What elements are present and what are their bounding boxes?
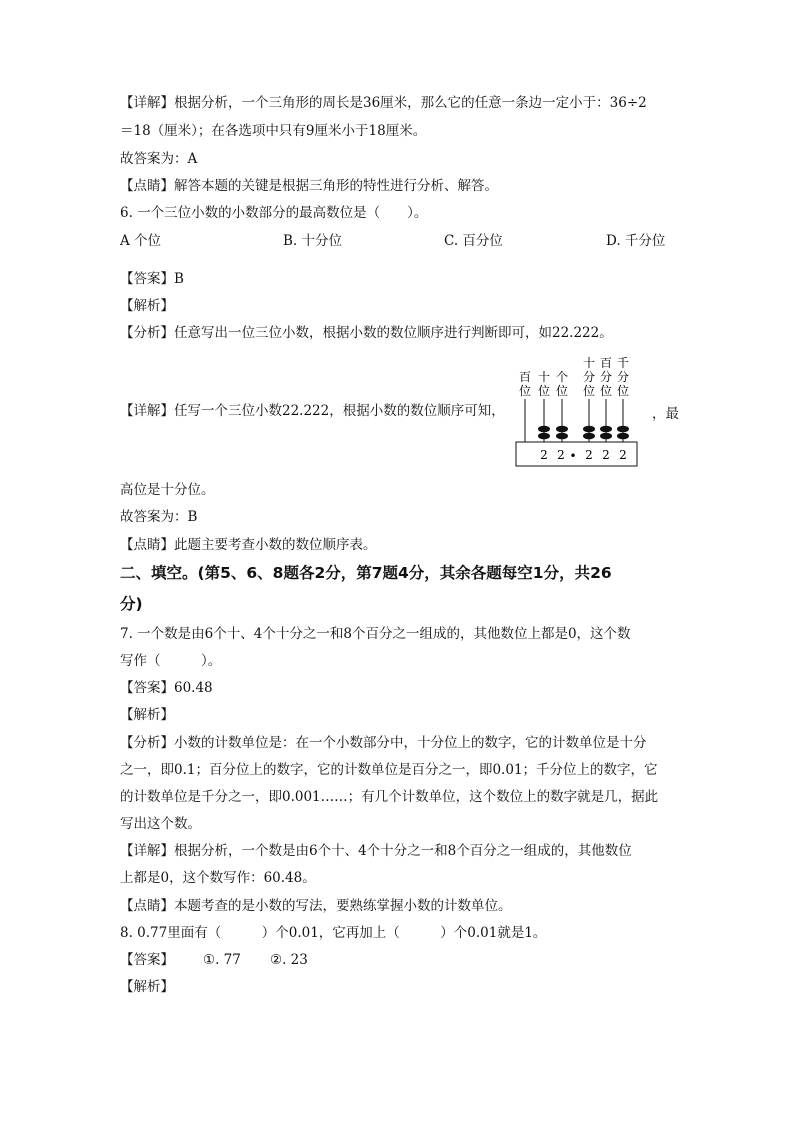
digit: 2: [557, 448, 565, 462]
place-label-hundreds: 位: [518, 384, 532, 398]
abacus-diagram: [515, 352, 639, 468]
place-label-tens: 位: [537, 384, 551, 398]
answer-label: 【答案】: [120, 952, 174, 968]
option-d: D. 千分位: [606, 233, 666, 249]
analysis-label: 【解析】: [120, 979, 174, 995]
place-label-hundreds: 百: [518, 370, 532, 384]
comment-line: 【点睛】本题考查的是小数的写法，要熟练掌握小数的计数单位。: [120, 898, 512, 914]
bead: [600, 433, 612, 440]
option-b: B. 十分位: [283, 233, 343, 249]
analysis-line: 【分析】任意写出一位三位小数，根据小数的数位顺序进行判断即可，如22.222。: [120, 325, 613, 341]
option-c: C. 百分位: [444, 233, 503, 249]
question-8: 8. 0.77里面有（ ）个0.01，它再加上（ ）个0.01就是1。: [120, 925, 547, 941]
place-label-tenths: 位: [582, 384, 596, 398]
place-label-tens: 十: [537, 370, 551, 384]
analysis-line: 【分析】小数的计数单位是：在一个小数部分中，十分位上的数字，它的计数单位是十分: [120, 735, 647, 751]
place-label-thousandths: 千: [616, 356, 630, 370]
option-a: A 个位: [120, 233, 162, 249]
analysis-label: 【解析】: [120, 707, 174, 723]
place-label-tenths: 十: [582, 356, 596, 370]
answer-label: 【答案】B: [120, 271, 184, 287]
bead: [617, 433, 629, 440]
detail-line: 【详解】根据分析，一个数是由6个十、4个十分之一和8个百分之一组成的，其他数位: [120, 843, 632, 859]
question-6: 6. 一个三位小数的小数部分的最高数位是（ ）。: [120, 205, 428, 221]
analysis-line: 写出这个数。: [120, 816, 201, 832]
para-detail-1: 【详解】根据分析，一个三角形的周长是36厘米，那么它的任意一条边一定小于：36÷2: [120, 95, 647, 111]
place-label-thousandths: 分: [616, 370, 630, 384]
bead: [556, 426, 568, 433]
bead: [583, 433, 595, 440]
place-label-ones: 个: [555, 370, 569, 384]
decimal-point: •: [569, 449, 577, 463]
bead: [600, 426, 612, 433]
question-7-cont: 写作（ ）。: [120, 653, 222, 669]
place-label-thousandths: 位: [616, 384, 630, 398]
bead: [617, 426, 629, 433]
digit: 2: [602, 448, 610, 462]
question-7: 7. 一个数是由6个十、4个十分之一和8个百分之一组成的，其他数位上都是0，这个数: [120, 626, 631, 642]
answer-line: 故答案为：B: [120, 509, 198, 525]
answer-item-1: ①. 77: [203, 952, 241, 968]
answer-line: 故答案为：A: [120, 151, 198, 167]
section-heading-cont: 分): [120, 595, 143, 613]
comment-line: 【点睛】此题主要考查小数的数位顺序表。: [120, 537, 377, 553]
bead: [583, 426, 595, 433]
comment-line: 【点睛】解答本题的关键是根据三角形的特性进行分析、解答。: [120, 178, 498, 194]
digit: 2: [619, 448, 627, 462]
digit: 2: [585, 448, 593, 462]
detail-line-cont: 上都是0，这个数写作：60.48。: [120, 870, 316, 886]
para-detail-1-cont: ＝18（厘米）；在各选项中只有9厘米小于18厘米。: [120, 123, 427, 139]
bead: [556, 433, 568, 440]
detail-line-tail: ，最: [652, 406, 679, 422]
digit: 2: [540, 448, 548, 462]
analysis-line: 之一，即0.1；百分位上的数字，它的计数单位是百分之一，即0.01；千分位上的数字，它: [120, 762, 658, 778]
detail-line-cont: 高位是十分位。: [120, 482, 215, 498]
analysis-line: 的计数单位是千分之一，即0.001……；有几个计数单位，这个数位上的数字就是几，据此: [120, 789, 659, 805]
place-label-hundredths: 百: [599, 356, 613, 370]
detail-line: 【详解】任写一个三位小数22.222，根据小数的数位顺序可知，: [120, 403, 505, 419]
answer-item-2: ②. 23: [270, 952, 308, 968]
place-label-ones: 位: [555, 384, 569, 398]
bead: [538, 433, 550, 440]
answer-label: 【答案】60.48: [120, 680, 213, 696]
bead: [538, 426, 550, 433]
abacus-beads: [538, 426, 629, 440]
section-heading: 二、填空。(第5、6、8题各2分，第7题4分，其余各题每空1分，共26: [120, 564, 612, 582]
place-label-hundredths: 分: [599, 370, 613, 384]
place-label-hundredths: 位: [599, 384, 613, 398]
place-label-tenths: 分: [582, 370, 596, 384]
analysis-label: 【解析】: [120, 298, 174, 314]
